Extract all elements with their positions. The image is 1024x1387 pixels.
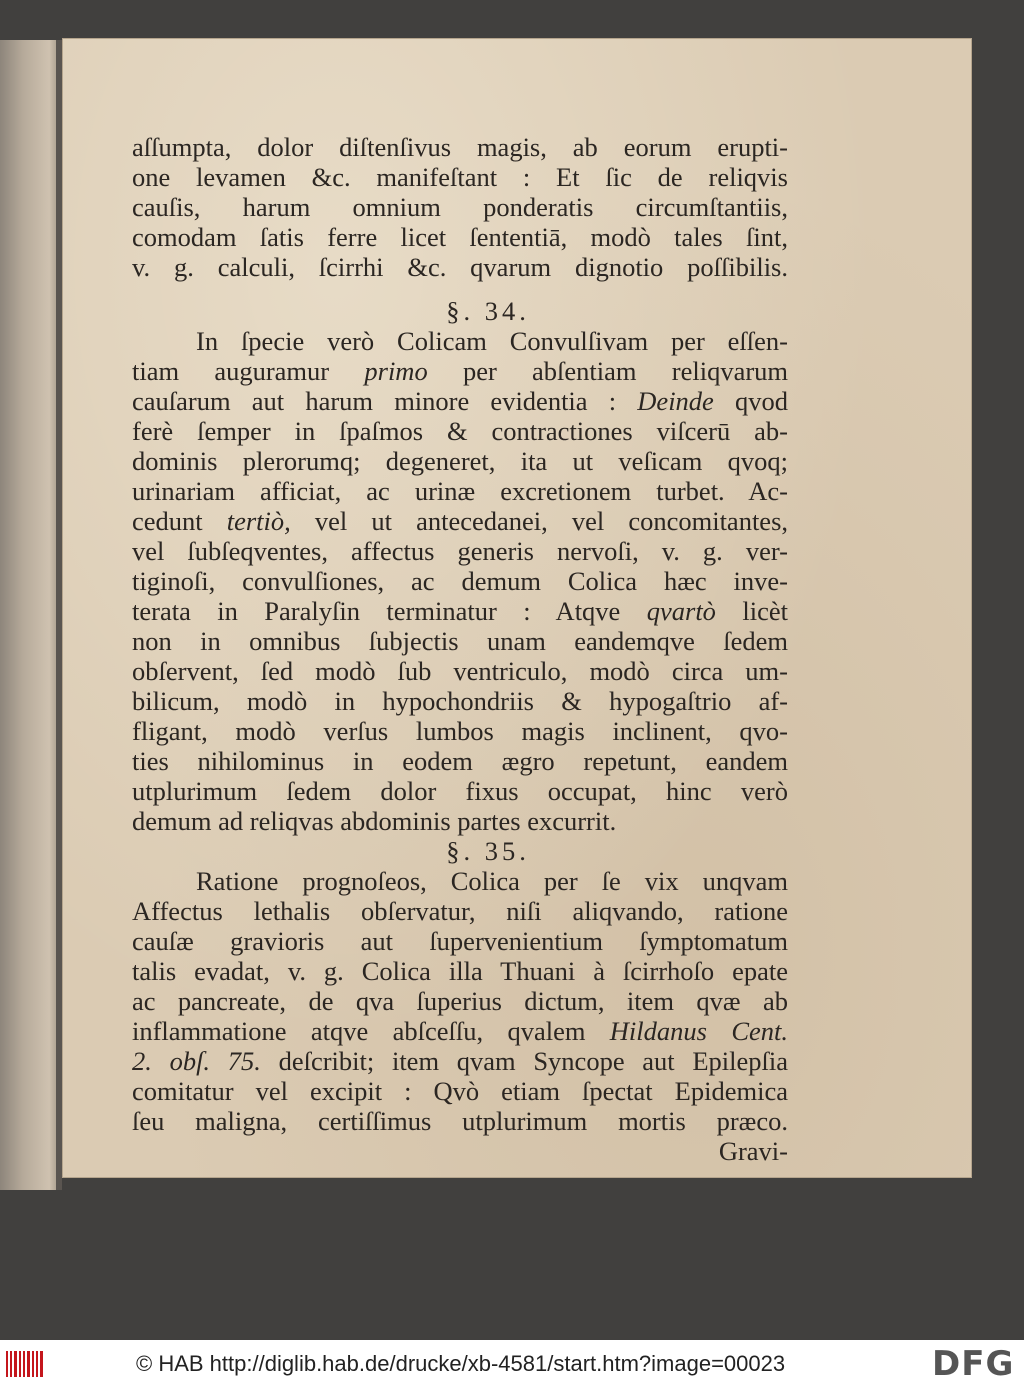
facing-page-edge	[0, 40, 58, 1190]
text-line: talis evadat, v. g. Colica illa Thuani à ſcirrhoſo epate	[132, 956, 788, 986]
text-line: ties nihilominus in eodem ægro repetunt, eandem	[132, 746, 788, 776]
text-line: non in omnibus ſubjectis unam eandemqve ſedem	[132, 626, 788, 656]
text-line: demum ad reliqvas abdominis partes excurrit.	[132, 806, 617, 836]
text-line: bilicum, modò in hypochondriis & hypogaſtrio af-	[132, 686, 788, 716]
text-line: tiginoſi, convulſiones, ac demum Colica hæc inve-	[132, 566, 788, 596]
text-line: one levamen &c. manifeſtant : Et ſic de reliqvis	[132, 162, 788, 192]
emphasis: Deinde	[637, 386, 714, 416]
page-text	[132, 132, 788, 1166]
text-line: cauſarum aut harum minore evidentia : Deinde qvod	[132, 386, 789, 416]
text-line: terata in Paralyſin terminatur : Atqve qvartò licèt	[132, 596, 788, 626]
text-line: ferè ſemper in ſpaſmos & contractiones viſcerū ab-	[132, 416, 788, 446]
text-line: In ſpecie verò Colicam Convulſivam per eſſen-	[196, 326, 788, 356]
text-line: cauſis, harum omnium ponderatis circumſtantiis,	[132, 192, 788, 222]
barcode-icon	[6, 1351, 44, 1377]
text-line: ſeu maligna, certiſſimus utplurimum mortis præco.	[132, 1106, 788, 1136]
text-line: utplurimum ſedem dolor fixus occupat, hinc verò	[132, 776, 788, 806]
text-line: fligant, modò verſus lumbos magis inclinent, qvo-	[132, 716, 788, 746]
emphasis: Hildanus Cent.	[609, 1016, 788, 1046]
text-line: cauſæ gravioris aut ſupervenientium ſymptomatum	[132, 926, 788, 956]
section-heading-34: §. 34.	[446, 296, 530, 326]
text-line: comodam ſatis ferre licet ſententiā, modò tales ſint,	[132, 222, 788, 252]
text-line: Ratione prognoſeos, Colica per ſe vix unqvam	[196, 866, 788, 896]
dfg-logo: DFG	[932, 1344, 1015, 1384]
text-line: inflammatione atqve abſceſſu, qvalem Hildanus Cent.	[132, 1016, 788, 1046]
text-line: aſſumpta, dolor diſtenſivus magis, ab eorum erupti-	[132, 132, 788, 162]
text-line: vel ſubſeqventes, affectus generis nervoſi, v. g. ver-	[132, 536, 788, 566]
source-link[interactable]: © HAB http://diglib.hab.de/drucke/xb-4581/start.htm?image=00023	[136, 1351, 786, 1376]
text-line: v. g. calculi, ſcirrhi &c. qvarum dignotio poſſibilis.	[132, 252, 788, 282]
text-line: cedunt tertiò, vel ut antecedanei, vel concomitantes,	[132, 506, 789, 536]
emphasis: primo	[364, 356, 428, 386]
text-line: ac pancreate, de qva ſuperius dictum, item qvæ ab	[132, 986, 788, 1016]
text-line: urinariam afficiat, ac urinæ excretionem turbet. Ac-	[132, 476, 788, 506]
section-heading-35: §. 35.	[446, 836, 530, 866]
emphasis: 2. obſ. 75.	[132, 1046, 261, 1076]
text-line: obſervent, ſed modò ſub ventriculo, modò circa um-	[132, 656, 788, 686]
text-line: comitatur vel excipit : Qvò etiam ſpectat Epidemica	[132, 1076, 788, 1106]
emphasis: qvartò	[646, 596, 716, 626]
text-line: 2. obſ. 75. deſcribit; item qvam Syncope aut Epilepſia	[132, 1046, 789, 1076]
text-line: dominis plerorumq; degeneret, ita ut veſicam qvoq;	[132, 446, 788, 476]
emphasis: tertiò,	[226, 506, 291, 536]
text-line: Affectus lethalis obſervatur, niſi aliqvando, ratione	[132, 896, 788, 926]
text-line: tiam auguramur primo per abſentiam reliqvarum	[132, 356, 789, 386]
catchword: Gravi-	[718, 1136, 788, 1166]
